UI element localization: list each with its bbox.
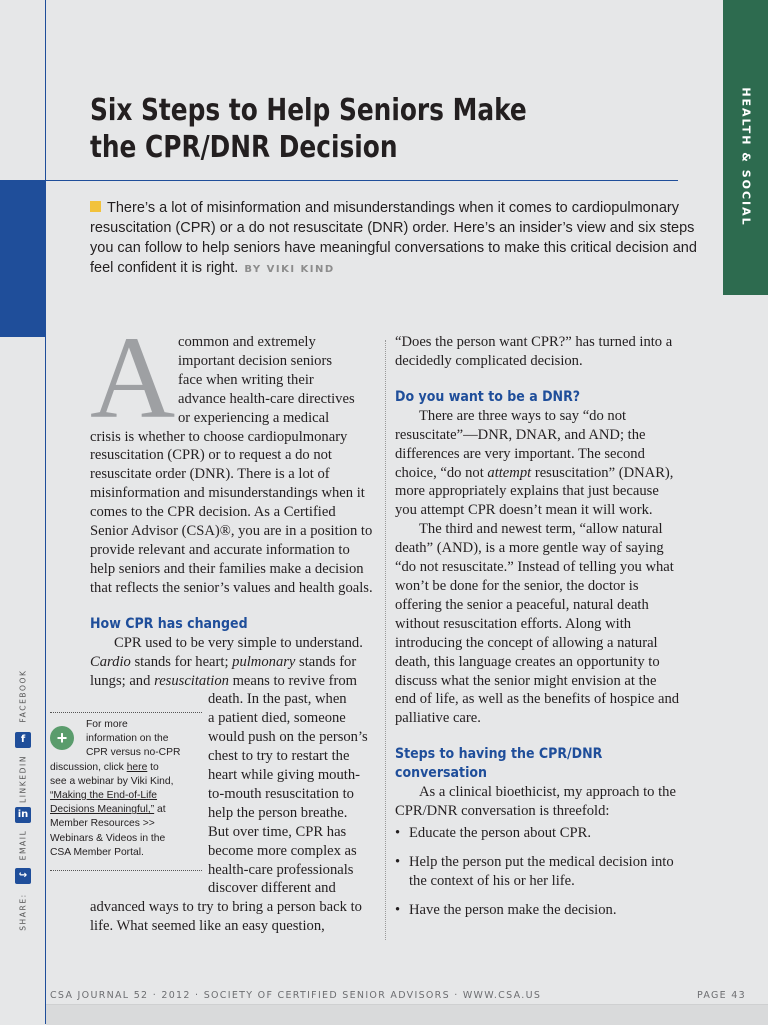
drop-cap: A xyxy=(90,312,176,443)
linkedin-label: LINKEDIN xyxy=(18,754,28,804)
body-paragraph: crisis is whether to choose cardiopulmonary resuscitation (CPR) or to request a do not resuscitate order (DNR). There is a lot of misinformation and misunderstandings when it comes to the CPR decision. As a Certified Senior Advisor (CSA)®, you are in a position to provide relevant and accurate information to help seniors and their families make a decision that reflects the senior’s values and health goals. xyxy=(90,428,373,596)
list-item: • Help the person put the medical decision into the context of his or her life. xyxy=(395,853,681,891)
webinar-link[interactable]: “Making the End-of-Life xyxy=(50,790,158,802)
column-divider xyxy=(385,340,386,940)
wrapped-text: death. In the past, when a patient died, someone would push on the person’s chest to try to restart the heart while giving mouth- to-mouth resuscitation to help the person breathe. But over time, CPR has become more complex as health-care professionals discover different and xyxy=(208,691,368,897)
share-bar xyxy=(10,669,36,932)
list-item: • Educate the person about CPR. xyxy=(395,824,681,843)
title-line-2: the CPR/DNR Decision xyxy=(90,130,398,165)
body-paragraph: CPR used to be very simple to understand. Cardio stands for heart; pulmonary stands for lungs; and resuscitation means to revive from xyxy=(90,634,363,689)
sidebar-note: + For more information on the CPR versus no-CPR discussion, click here to see a webinar by Viki Kind, “Making the End-of-Life Decisions Meaningful,” at Member Resources >> Webinars & Videos in the CSA Member Portal. xyxy=(50,719,181,858)
facebook-label: FACEBOOK xyxy=(18,669,28,723)
cap-line: or experiencing a medical xyxy=(178,409,330,426)
body-paragraph: As a clinical bioethicist, my approach to the CPR/DNR conversation is threefold: xyxy=(395,784,676,820)
page-footer xyxy=(50,990,746,1001)
bottom-band xyxy=(46,1004,768,1025)
blue-accent-block xyxy=(0,180,45,337)
body-paragraph: There are three ways to say “do not resuscitate”—DNR, DNAR, and AND; the differences are very important. The second choice, “do not attempt resuscitation” (DNAR), more appropriately explains that just because you attempt CPR doesn’t mean it will work. xyxy=(395,407,674,519)
share-label: SHARE: xyxy=(18,893,28,931)
section-heading: Steps to having the CPR/DNR conversation xyxy=(395,746,603,782)
here-link[interactable]: here xyxy=(126,761,148,773)
list-item: • Have the person make the decision. xyxy=(395,901,681,920)
byline: BY VIKI KIND xyxy=(244,264,335,275)
plus-icon: + xyxy=(50,726,74,750)
title-rule xyxy=(46,180,678,181)
email-label: EMAIL xyxy=(18,829,28,861)
facebook-icon[interactable]: f xyxy=(15,732,31,748)
left-margin-rule xyxy=(45,0,46,1024)
intro-bullet-icon xyxy=(90,201,101,212)
sidebar-rule-top xyxy=(50,712,202,713)
cap-line: advance health-care directives xyxy=(178,390,355,407)
right-column xyxy=(395,333,681,930)
title-line-1: Six Steps to Help Seniors Make xyxy=(90,93,527,128)
steps-list xyxy=(395,824,681,920)
section-tab-label: HEALTH & SOCIAL xyxy=(739,87,752,227)
intro-text: There’s a lot of misinformation and misunderstandings when it comes to cardiopulmonary resuscitation (CPR) or a do not resuscitate (DNR) order. Here’s an insider’s view and six steps you can follow to help seniors have meaningful conversations to make this critical decision and feel confident it is right. xyxy=(90,200,697,276)
cap-line: face when writing their xyxy=(178,371,314,388)
drop-cap-lines xyxy=(90,333,375,428)
email-icon[interactable]: ↪ xyxy=(15,868,31,884)
cap-line: common and extremely xyxy=(178,334,316,350)
webinar-link-continued[interactable]: Decisions Meaningful,” xyxy=(50,804,155,816)
section-heading: How CPR has changed xyxy=(90,615,248,632)
sidebar-rule-bottom xyxy=(50,870,202,871)
linkedin-icon[interactable]: in xyxy=(15,807,31,823)
footer-text: CSA JOURNAL 52 · 2012 · SOCIETY OF CERTIFIED SENIOR ADVISORS · WWW.CSA.US xyxy=(50,990,542,1001)
body-paragraph: The third and newest term, “allow natural death” (AND), is a more gentle way of saying “do not resuscitate.” Instead of telling you what won’t be done for the senior, the doctor is offering the senior a peaceful, natural death without resuscitation efforts. Along with introducing the concept of allowing a natural death, this language creates an opportunity to discuss what the senior might envision at the end of life, as well as the benefits of hospice and palliative care. xyxy=(395,521,680,727)
article-intro xyxy=(90,198,710,280)
body-paragraph: “Does the person want CPR?” has turned into a decidedly complicated decision. xyxy=(395,334,673,369)
section-tab xyxy=(723,0,768,295)
article-title xyxy=(90,92,642,166)
section-heading: Do you want to be a DNR? xyxy=(395,388,581,405)
cap-line: important decision seniors xyxy=(178,352,333,369)
body-paragraph: advanced ways to try to bring a person back to life. What seemed like an easy question, xyxy=(90,899,362,935)
page-number: PAGE 43 xyxy=(696,990,746,1001)
